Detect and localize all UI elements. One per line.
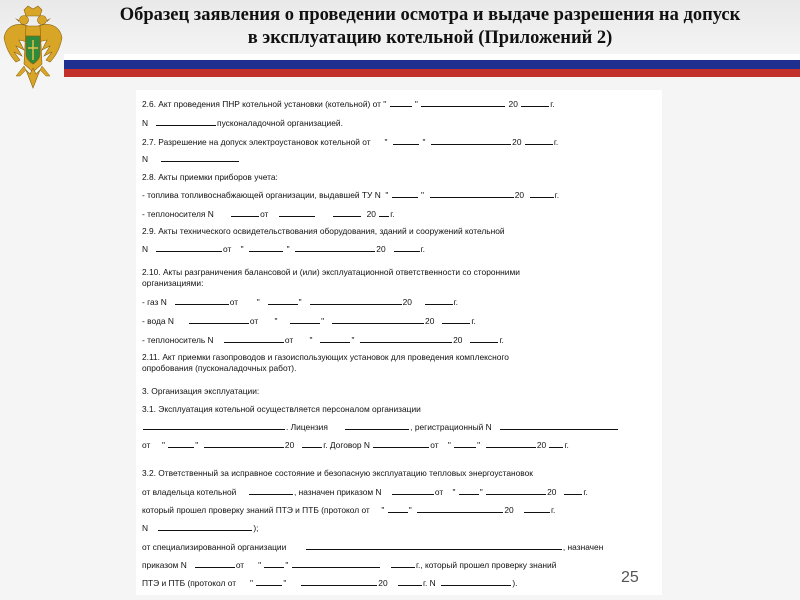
form-line-heat-carrier-2 xyxy=(142,334,504,346)
blank-field xyxy=(195,559,235,568)
form-line-2-9: 2.9. Акты технического освидетельствования оборудования, зданий и сооружений котельной xyxy=(142,226,505,236)
form-line-2-9-number xyxy=(142,243,425,255)
text: от xyxy=(229,297,239,307)
blank-field xyxy=(421,98,505,107)
text: от xyxy=(430,440,439,450)
text: " xyxy=(452,487,456,497)
blank-field xyxy=(189,315,249,324)
text: " xyxy=(250,578,254,588)
form-line-3-2-protocol-2 xyxy=(142,577,517,589)
blank-field xyxy=(373,439,429,448)
page-number: 25 xyxy=(621,569,639,586)
text: г. xyxy=(553,137,559,147)
text: 20 xyxy=(376,244,386,254)
text: 20 xyxy=(504,505,514,515)
blank-field xyxy=(264,559,284,568)
form-line-3-1-contract xyxy=(142,439,569,451)
slide-title xyxy=(68,4,792,50)
blank-field xyxy=(417,504,503,513)
text: г. xyxy=(583,487,588,497)
text: 20 xyxy=(378,578,388,588)
blank-field xyxy=(525,136,553,145)
form-line-3-2: 3.2. Ответственный за исправное состояние и безопасную эксплуатацию тепловых энергоустановок xyxy=(142,468,533,478)
blank-field xyxy=(231,208,259,217)
blank-field xyxy=(268,296,298,305)
text: который прошел проверку знаний ПТЭ и ПТБ (протокол от xyxy=(142,505,370,515)
text: г. xyxy=(564,440,569,450)
text: " xyxy=(479,487,483,497)
text: г. N xyxy=(422,578,436,588)
form-line-3-2-protocol xyxy=(142,504,555,516)
text: " xyxy=(258,560,262,570)
blank-field xyxy=(320,334,350,343)
form-line-2-8: 2.8. Акты приемки приборов учета: xyxy=(142,172,278,182)
text: 20 xyxy=(536,440,547,450)
text: ); xyxy=(253,523,259,533)
form-line-3-1-license xyxy=(142,421,619,433)
form-line-2-7-number xyxy=(142,153,240,165)
blank-field xyxy=(454,439,476,448)
text: 2.6. Акт проведения ПНР котельной установки (котельной) от " xyxy=(142,99,387,109)
text: г. Договор N xyxy=(323,440,370,450)
text: " xyxy=(274,316,278,326)
blank-field xyxy=(310,296,402,305)
text: " xyxy=(384,137,388,147)
text: от xyxy=(142,440,151,450)
text: " xyxy=(477,440,481,450)
form-line-heat-carrier xyxy=(142,208,395,220)
blank-field xyxy=(441,577,511,586)
blank-field xyxy=(393,136,419,145)
text: - вода N xyxy=(142,316,174,326)
form-line-3-1: 3.1. Эксплуатация котельной осуществляется персоналом организации xyxy=(142,404,421,414)
blank-field xyxy=(524,504,550,513)
blank-field xyxy=(143,421,285,430)
text: 20 xyxy=(366,209,376,219)
form-line-2-6 xyxy=(142,98,555,110)
blank-field xyxy=(390,98,412,107)
text: г. xyxy=(453,297,458,307)
text: ПТЭ и ПТБ (протокол от xyxy=(142,578,237,588)
text: " xyxy=(385,190,389,200)
text: г. xyxy=(554,190,560,200)
blank-field xyxy=(388,504,408,513)
blank-field xyxy=(486,439,536,448)
blank-field xyxy=(360,334,452,343)
form-line-2-10-cont: организациями: xyxy=(142,278,204,288)
blank-field xyxy=(175,296,229,305)
blank-field xyxy=(394,243,420,252)
text: " xyxy=(351,335,355,345)
form-line-2-7 xyxy=(142,136,558,148)
text: г. xyxy=(420,244,425,254)
text: г. xyxy=(499,335,504,345)
text: , регистрационный N xyxy=(410,422,492,432)
text: 20 xyxy=(508,99,518,109)
text: , назначен приказом N xyxy=(293,487,382,497)
text: - теплоносителя N xyxy=(142,209,214,219)
text: 20 xyxy=(547,487,557,497)
form-line-2-10: 2.10. Акты разграничения балансовой и (или) эксплуатационной ответственности со сторонними xyxy=(142,267,520,277)
blank-field xyxy=(391,559,415,568)
text: . Лицензия xyxy=(286,422,328,432)
blank-field xyxy=(500,421,618,430)
blank-field xyxy=(379,208,389,217)
text: - газ N xyxy=(142,297,167,307)
blank-field xyxy=(249,243,283,252)
text: от xyxy=(223,244,232,254)
text: " xyxy=(195,440,199,450)
text: г. xyxy=(390,209,395,219)
form-line-2-11: 2.11. Акт приемки газопроводов и газоиспользующих установок для проведения комплексного xyxy=(142,352,509,362)
text: г., который прошел проверку знаний xyxy=(416,560,557,570)
text: ). xyxy=(512,578,518,588)
slide-title-line-2: в эксплуатацию котельной (Приложений 2) xyxy=(247,28,613,48)
text: N xyxy=(142,523,149,533)
text: " xyxy=(240,244,244,254)
text: " xyxy=(161,440,165,450)
form-line-2-11-cont: опробования (пусконаладочных работ). xyxy=(142,363,297,373)
text: 20 xyxy=(284,440,295,450)
text: , назначен xyxy=(562,542,604,552)
blank-field xyxy=(301,577,377,586)
blank-field xyxy=(168,439,194,448)
blank-field xyxy=(302,439,322,448)
flag-stripe-blue xyxy=(64,60,800,69)
text: N xyxy=(142,244,149,254)
form-line-gas xyxy=(142,296,458,308)
text: от xyxy=(249,316,259,326)
text: от xyxy=(284,335,294,345)
text: " xyxy=(298,297,302,307)
blank-field xyxy=(295,243,375,252)
blank-field xyxy=(161,153,239,162)
blank-field xyxy=(431,136,511,145)
text: " xyxy=(286,244,290,254)
text: от xyxy=(260,209,269,219)
blank-field xyxy=(158,522,252,531)
blank-field xyxy=(425,296,453,305)
text: " xyxy=(321,316,325,326)
form-line-2-6-number xyxy=(142,117,343,129)
text: N xyxy=(142,118,149,128)
blank-field xyxy=(224,334,284,343)
text: от xyxy=(235,560,245,570)
blank-field xyxy=(530,189,554,198)
text: " xyxy=(414,99,418,109)
form-line-3-2-owner xyxy=(142,486,588,498)
flag-stripe-gap xyxy=(64,77,800,81)
text: " xyxy=(256,297,260,307)
slide-title-line-1: Образец заявления о проведении осмотра и выдаче разрешения на допуск xyxy=(119,5,741,25)
blank-field xyxy=(332,315,424,324)
blank-field xyxy=(156,117,216,126)
text: " xyxy=(422,137,426,147)
form-line-3-2-number xyxy=(142,522,259,534)
blank-field xyxy=(290,315,320,324)
text: от xyxy=(434,487,444,497)
text: приказом N xyxy=(142,560,187,570)
blank-field xyxy=(442,315,470,324)
text: 20 xyxy=(402,297,412,307)
text: " xyxy=(447,440,451,450)
form-line-3-2-order xyxy=(142,559,660,571)
blank-field xyxy=(459,486,479,495)
text: от владельца котельной xyxy=(142,487,237,497)
blank-field xyxy=(470,334,498,343)
blank-field xyxy=(521,98,549,107)
text: 20 xyxy=(453,335,463,345)
text: от специализированной организации xyxy=(142,542,287,552)
text: 20 xyxy=(425,316,435,326)
text: " xyxy=(421,190,425,200)
blank-field xyxy=(392,486,434,495)
blank-field xyxy=(279,208,315,217)
text: " xyxy=(283,578,287,588)
blank-field xyxy=(486,486,546,495)
text: г. xyxy=(471,316,476,326)
text: - теплоноситель N xyxy=(142,335,214,345)
blank-field xyxy=(398,577,422,586)
text: " xyxy=(309,335,313,345)
blank-field xyxy=(204,439,284,448)
text: " xyxy=(381,505,385,515)
blank-field xyxy=(392,189,418,198)
text: г. xyxy=(550,99,555,109)
text: 20 xyxy=(514,190,525,200)
text: г. xyxy=(551,505,556,515)
text: " xyxy=(285,560,289,570)
blank-field xyxy=(306,541,562,550)
text: пусконаладочной организацией. xyxy=(217,118,343,128)
text: - топлива топливоснабжающей организации, выдавшей ТУ N xyxy=(142,190,381,200)
blank-field xyxy=(549,439,563,448)
text: 20 xyxy=(512,137,522,147)
blank-field xyxy=(256,577,282,586)
blank-field xyxy=(345,421,409,430)
text: N xyxy=(142,154,149,164)
blank-field xyxy=(249,486,293,495)
form-line-3: 3. Организация эксплуатации: xyxy=(142,386,260,396)
blank-field xyxy=(564,486,582,495)
blank-field xyxy=(292,559,380,568)
flag-stripe-red xyxy=(64,69,800,77)
blank-field xyxy=(333,208,361,217)
double-headed-eagle-emblem-icon xyxy=(2,4,64,96)
form-line-fuel xyxy=(142,189,559,201)
application-form-document xyxy=(136,90,662,595)
text: " xyxy=(408,505,412,515)
blank-field xyxy=(430,189,514,198)
form-line-3-2-specialized xyxy=(142,541,660,553)
form-line-water xyxy=(142,315,476,327)
blank-field xyxy=(156,243,222,252)
text: 2.7. Разрешение на допуск электроустановок котельной от xyxy=(142,137,371,147)
